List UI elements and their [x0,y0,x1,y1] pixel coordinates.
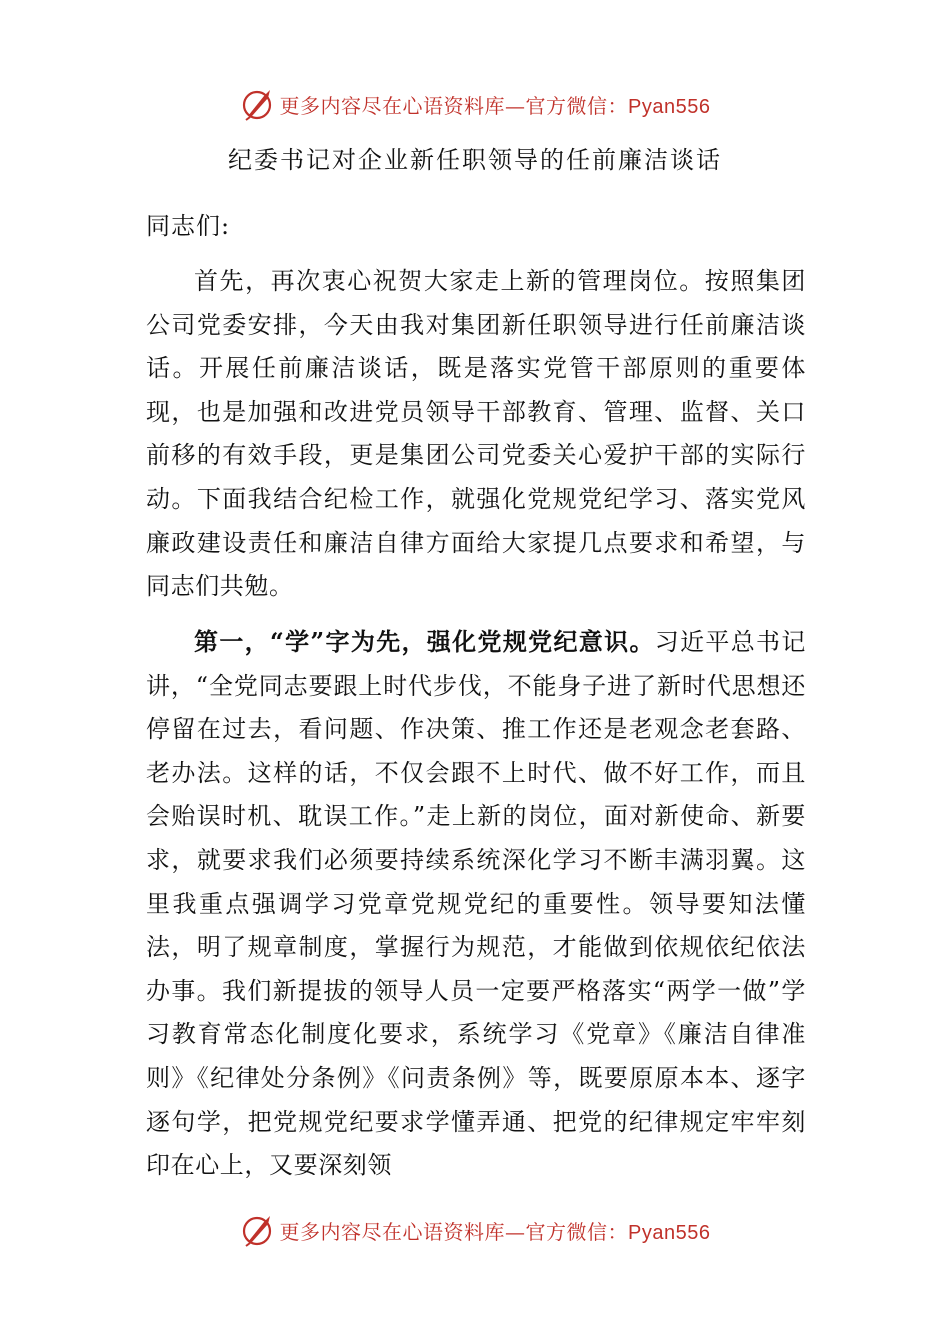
banner-text: 更多内容尽在心语资料库—官方微信：Pyan556 [279,1219,711,1244]
footer-watermark-banner [0,1210,950,1250]
wechat-id: Pyan556 [628,95,711,118]
document-title: 纪委书记对企业新任职领导的任前廉洁谈话 [228,146,722,174]
header-watermark-banner [0,84,950,124]
paragraph-1: 首先，再次衷心祝贺大家走上新的管理岗位。按照集团公司党委安排，今天由我对集团新任职领导进行任前廉洁谈话。开展任前廉洁谈话，既是落实党管干部原则的重要体现，也是加强和改进党员领导干部教育、管理、监督、关口前移的有效手段，更是集团公司党委关心爱护干部的实际行动。下面我结合纪检工作，就强化党规党纪学习、落实党风廉政建设责任和廉洁自律方面给大家提几点要求和希望，与同志们共勉。 [146,267,806,601]
paragraph-2-body: 习近平总书记讲，“全党同志要跟上时代步伐，不能身子进了新时代思想还停留在过去，看问题、作决策、推工作还是老观念老套路、老办法。这样的话，不仅会跟不上时代、做不好工作，而且会贻误时机、耽误工作。”走上新的岗位，面对新使命、新要求，就要求我们必须要持续系统深化学习不断丰满羽翼。这里我重点强调学习党章党规党纪的重要性。领导要知法懂法，明了规章制度，掌握行为规范，才能做到依规依纪依法办事。我们新提拔的领导人员一定要严格落实“两学一做”学习教育常态化制度化要求，系统学习《党章》《廉洁自律准则》《纪律处分条例》《问责条例》等，既要原原本本、逐字逐句学，把党规党纪要求学懂弄通、把党的纪律规定牢牢刻印在心上，又要深刻领 [146,628,806,1180]
wechat-id: Pyan556 [628,1221,711,1244]
paragraph-2-heading: 第一，“学”字为先，强化党规党纪意识。 [194,627,655,656]
quill-pen-logo-icon [240,86,276,122]
quill-pen-logo-icon [240,1212,276,1248]
greeting: 同志们: [146,212,231,240]
paragraph-2 [146,620,806,1188]
banner-text: 更多内容尽在心语资料库—官方微信：Pyan556 [279,93,711,118]
